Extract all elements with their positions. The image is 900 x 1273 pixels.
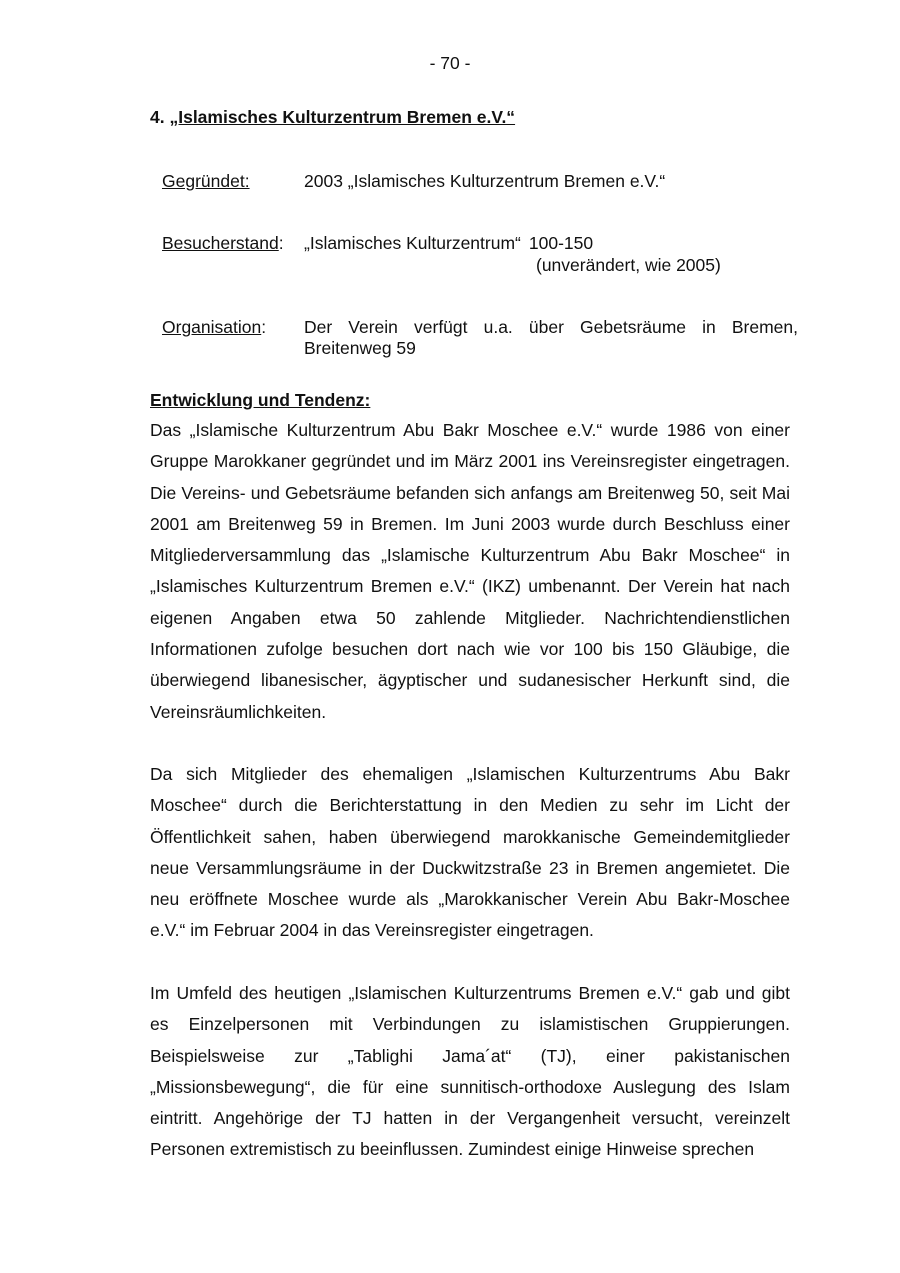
founded-label [162, 171, 250, 192]
section-heading [150, 107, 515, 128]
section-heading-number: 4. [150, 107, 170, 127]
paragraph-environment: Im Umfeld des heutigen „Islamischen Kulturzentrums Bremen e.V.“ gab und gibt es Einzelpersonen mit Verbindungen zu islamistischen Gruppierungen. Beispielsweise zur „Tablighi Jama´at“ (TJ), einer pakistanischen „Missionsbewegung“, die für eine sunnitisch-orthodoxe Auslegung des Islam eintritt. Angehörige der TJ hatten in der Vergangenheit versucht, vereinzelt Personen extremistisch zu beeinflussen. Zumindest einige Hinweise sprechen [150, 983, 790, 1160]
section-heading-title: „Islamisches Kulturzentrum Bremen e.V.“ [169, 107, 516, 127]
organisation-label [162, 317, 266, 338]
visitors-value [304, 233, 798, 254]
founded-label-text: Gegründet: [162, 171, 250, 191]
organisation-value: Der Verein verfügt u.a. über Gebetsräume in Bremen, Breitenweg 59 [304, 317, 798, 358]
visitors-note: (unverändert, wie 2005) [536, 255, 721, 275]
visitors-count: 100-150 [528, 233, 594, 253]
page-number: - 70 - [429, 53, 471, 73]
visitors-org-name: „Islamisches Kulturzentrum“ [304, 233, 521, 253]
paragraph-relocation: Da sich Mitglieder des ehemaligen „Islamischen Kulturzentrums Abu Bakr Moschee“ durch die Berichterstattung in den Medien zu sehr im Licht der Öffentlichkeit sahen, haben überwiegend marokkanische Gemeindemitglieder neue Versammlungsräume in der Duckwitzstraße 23 in Bremen angemietet. Die neu eröffnete Moschee wurde als „Marokkanischer Verein Abu Bakr-Moschee e.V.“ im Februar 2004 in das Vereinsregister eingetragen. [150, 764, 790, 941]
development-heading: Entwicklung und Tendenz: [150, 390, 371, 410]
visitors-label [162, 233, 284, 254]
paragraph-history: Das „Islamische Kulturzentrum Abu Bakr Moschee e.V.“ wurde 1986 von einer Gruppe Marokkaner gegründet und im März 2001 ins Vereinsregister eingetragen. Die Vereins- und Gebetsräume befanden sich anfangs am Breitenweg 50, seit Mai 2001 am Breitenweg 59 in Bremen. Im Juni 2003 wurde durch Beschluss einer Mitgliederversammlung das „Islamische Kulturzentrum Abu Bakr Moschee“ in „Islamisches Kulturzentrum Bremen e.V.“ (IKZ) umbenannt. Der Verein hat nach eigenen Angaben etwa 50 zahlende Mitglieder. Nachrichtendienstlichen Informationen zufolge besuchen dort nach wie vor 100 bis 150 Gläubige, die überwiegend libanesischer, ägyptischer und sudanesischer Herkunft sind, die Vereinsräumlichkeiten. [150, 420, 790, 722]
founded-value: 2003 „Islamisches Kulturzentrum Bremen e.V.“ [304, 171, 666, 191]
visitors-label-text: Besucherstand [162, 233, 279, 253]
organisation-label-colon: : [261, 317, 267, 337]
organisation-label-text: Organisation [162, 317, 262, 337]
visitors-label-colon: : [278, 233, 284, 253]
